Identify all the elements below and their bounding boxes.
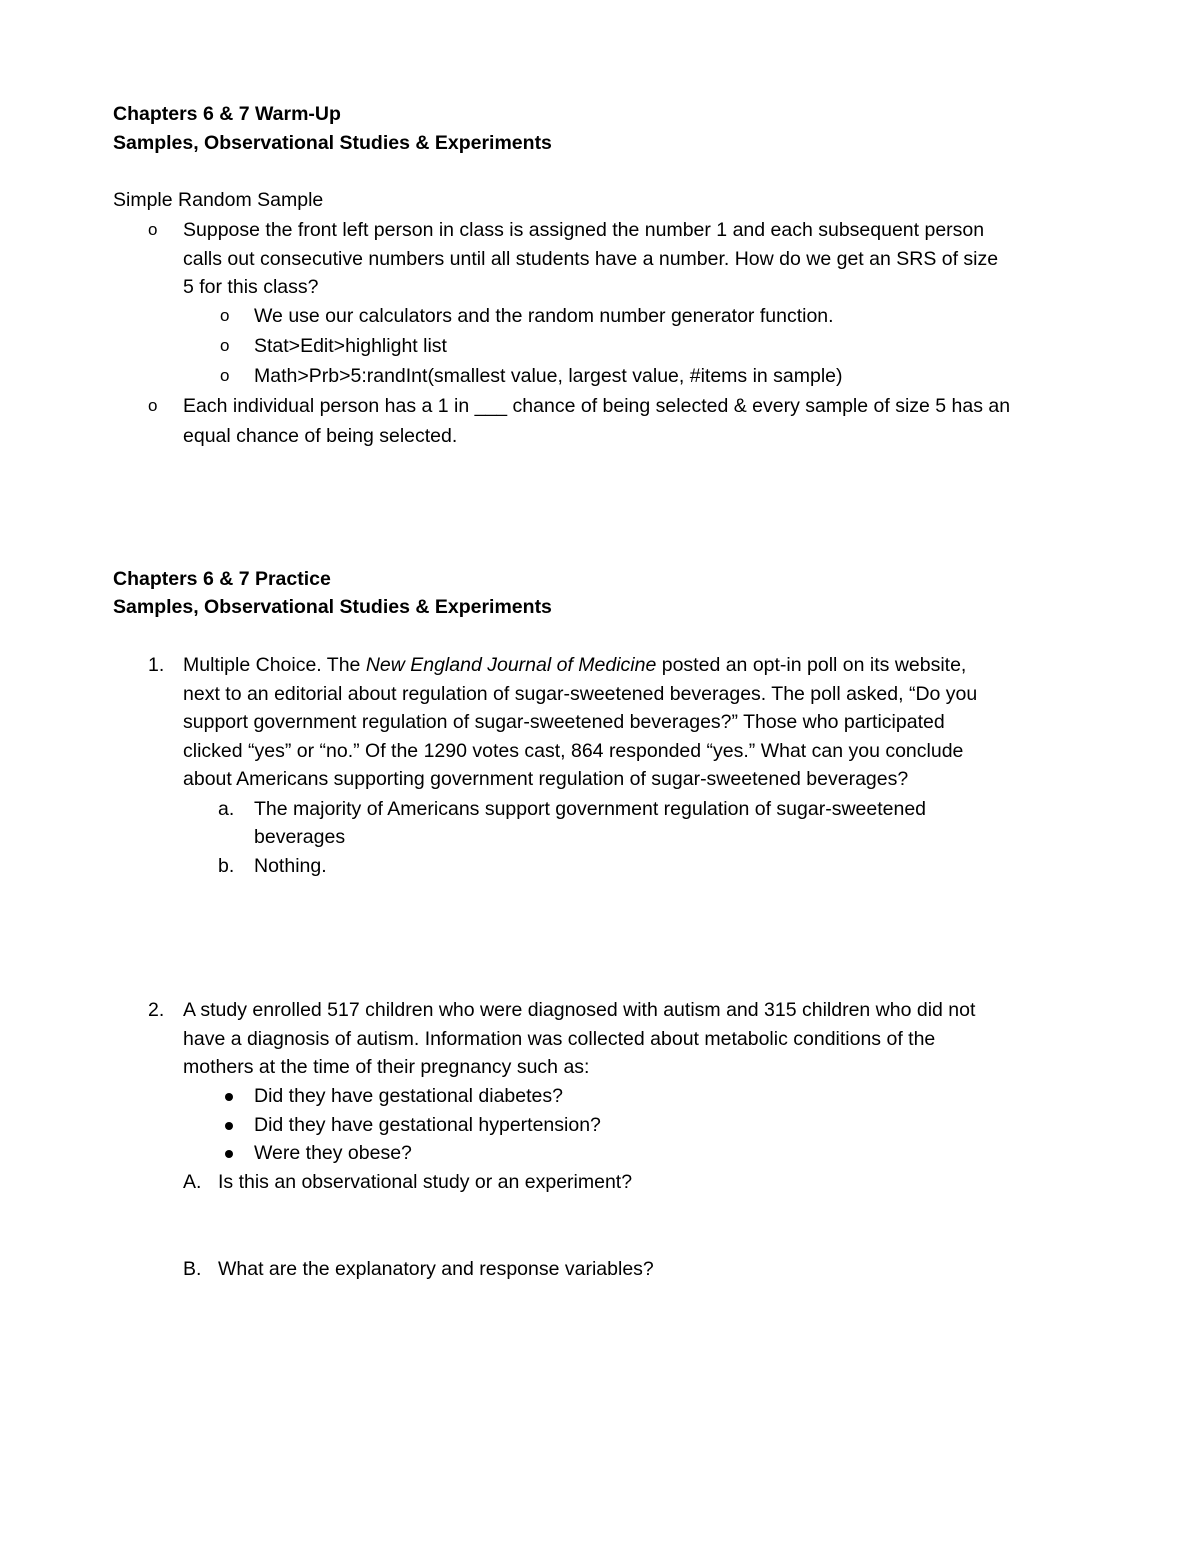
- q1-line1-text: Multiple Choice. The: [183, 654, 366, 676]
- warmup-title: Chapters 6 & 7 Warm-Up: [113, 103, 341, 125]
- circle-bullet-icon: o: [148, 220, 158, 239]
- q2-bullet-2: Did they have gestational hypertension?: [254, 1114, 601, 1136]
- q1-line2: next to an editorial about regulation of sugar-sweetened beverages. The poll asked, “Do you: [183, 683, 978, 705]
- practice-title: Chapters 6 & 7 Practice: [113, 568, 331, 590]
- warmup-subitem-1: We use our calculators and the random number generator function.: [254, 305, 834, 327]
- warmup-item1-line3: 5 for this class?: [183, 276, 319, 298]
- practice-subtitle: Samples, Observational Studies & Experiments: [113, 596, 552, 618]
- q2-line1: A study enrolled 517 children who were diagnosed with autism and 315 children who did not: [183, 999, 976, 1021]
- question-number: 1.: [148, 654, 165, 676]
- part-label-b: B.: [183, 1258, 202, 1280]
- bullet-dot-icon: [225, 1122, 233, 1130]
- q1-line5: about Americans supporting government regulation of sugar-sweetened beverages?: [183, 768, 909, 790]
- q2-line3: mothers at the time of their pregnancy such as:: [183, 1056, 590, 1078]
- circle-bullet-icon: o: [148, 396, 158, 415]
- q2-part-b: What are the explanatory and response variables?: [218, 1258, 654, 1280]
- warmup-subitem-2: Stat>Edit>highlight list: [254, 335, 447, 357]
- q1-line4: clicked “yes” or “no.” Of the 1290 votes cast, 864 responded “yes.” What can you conclude: [183, 740, 964, 762]
- warmup-item2-line1: Each individual person has a 1 in ___ chance of being selected & every sample of size 5 has an: [183, 395, 1011, 417]
- option-b-line1: Nothing.: [254, 855, 327, 877]
- warmup-item2-line2: equal chance of being selected.: [183, 425, 458, 447]
- question-number: 2.: [148, 999, 165, 1021]
- q1-line1: [183, 651, 966, 679]
- q2-bullet-1: Did they have gestational diabetes?: [254, 1085, 563, 1107]
- warmup-subitem-3: Math>Prb>5:randInt(smallest value, largest value, #items in sample): [254, 365, 843, 387]
- q1-line1-text-end: posted an opt-in poll on its website,: [656, 654, 967, 676]
- q2-part-a: Is this an observational study or an experiment?: [218, 1171, 633, 1193]
- circle-bullet-icon: o: [220, 366, 230, 385]
- warmup-item1-line2: calls out consecutive numbers until all students have a number. How do we get an SRS of size: [183, 248, 999, 270]
- q2-line2: have a diagnosis of autism. Information was collected about metabolic conditions of the: [183, 1028, 936, 1050]
- part-label-a: A.: [183, 1171, 202, 1193]
- circle-bullet-icon: o: [220, 336, 230, 355]
- option-a-line2: beverages: [254, 826, 346, 848]
- option-label-a: a.: [218, 798, 235, 820]
- option-a-line1: The majority of Americans support government regulation of sugar-sweetened: [254, 798, 927, 820]
- q1-line3: support government regulation of sugar-sweetened beverages?” Those who participated: [183, 711, 945, 733]
- journal-title: New England Journal of Medicine: [365, 654, 657, 676]
- section-heading-srs: Simple Random Sample: [113, 189, 324, 211]
- warmup-subtitle: Samples, Observational Studies & Experiments: [113, 132, 552, 154]
- bullet-dot-icon: [225, 1150, 233, 1158]
- q2-bullet-3: Were they obese?: [254, 1142, 412, 1164]
- warmup-item1-line1: Suppose the front left person in class is assigned the number 1 and each subsequent person: [183, 219, 985, 241]
- option-label-b: b.: [218, 855, 235, 877]
- bullet-dot-icon: [225, 1093, 233, 1101]
- circle-bullet-icon: o: [220, 306, 230, 325]
